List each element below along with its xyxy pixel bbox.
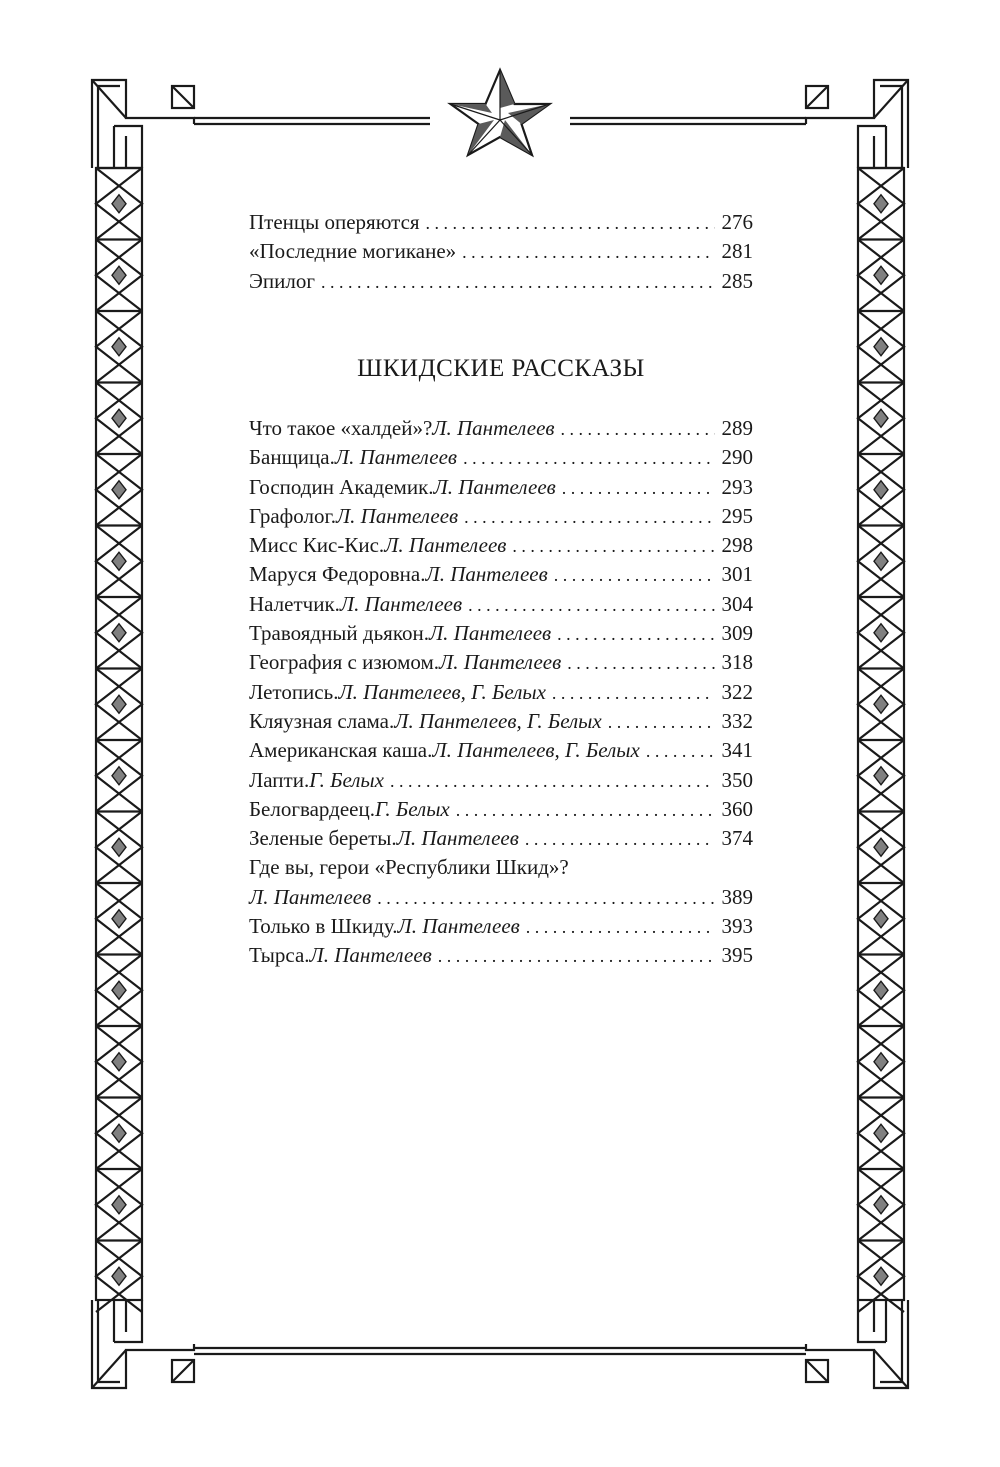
toc-page-number: 318 xyxy=(721,650,753,675)
toc-entry-title: Только в Шкиду. xyxy=(249,914,398,939)
frame-diamond-icon xyxy=(874,338,888,356)
toc-page-number: 309 xyxy=(721,621,753,646)
toc-entry[interactable] xyxy=(249,738,753,767)
toc-entry-author: Л. Пантелеев xyxy=(384,533,507,558)
toc-entry-title: Господин Академик. xyxy=(249,474,434,499)
toc-page-number: 389 xyxy=(721,884,753,909)
frame-diamond-icon xyxy=(874,409,888,427)
corner-ornament xyxy=(806,1344,874,1382)
toc-entry-author: Л. Пантелеев xyxy=(249,884,372,909)
frame-diamond-icon xyxy=(874,624,888,642)
corner-ornament xyxy=(806,86,874,124)
section-heading: ШКИДСКИЕ РАССКАЗЫ xyxy=(357,355,645,382)
frame-diamond-icon xyxy=(874,1267,888,1285)
toc-stories xyxy=(249,416,753,973)
frame-diamond-icon xyxy=(874,266,888,284)
toc-entry-title: «Последние могикане» xyxy=(249,239,457,264)
leader-dots xyxy=(567,653,715,674)
toc-entry-title: Банщица. xyxy=(249,445,335,470)
toc-entry-author: Л. Пантелеев xyxy=(397,914,520,939)
toc-page-number: 322 xyxy=(721,679,753,704)
leader-dots xyxy=(456,800,715,821)
frame-diamond-icon xyxy=(874,1124,888,1142)
red-star-icon xyxy=(430,70,570,155)
frame-diamond-icon xyxy=(874,838,888,856)
corner-square-diagonal xyxy=(806,1360,828,1382)
toc-entry-title: Лапти. xyxy=(249,767,310,792)
toc-page-number: 360 xyxy=(721,796,753,821)
toc-page-number: 301 xyxy=(721,562,753,587)
toc-entry-author: Л. Пантелеев xyxy=(309,943,432,968)
toc-entry-title: География с изюмом. xyxy=(249,650,439,675)
frame-diamond-icon xyxy=(112,1053,126,1071)
leader-dots xyxy=(526,917,715,938)
toc-entry-author: Л. Пантелеев xyxy=(439,650,562,675)
toc-entry-author: Л. Пантелеев xyxy=(335,503,459,528)
toc-entry-title: Мисс Кис-Кис. xyxy=(249,533,385,558)
toc-entry-author: Л. Пантелеев xyxy=(428,621,552,646)
toc-entry-author: Л. Пантелеев xyxy=(396,826,519,851)
toc-entry-title: Тырса. xyxy=(249,943,310,968)
toc-entry[interactable] xyxy=(249,826,753,855)
toc-entry-title: Птенцы оперяются xyxy=(249,210,420,234)
frame-diamond-icon xyxy=(112,624,126,642)
leader-dots xyxy=(525,829,715,850)
frame-diamond-icon xyxy=(112,266,126,284)
toc-entry[interactable] xyxy=(249,943,753,972)
toc-entry-author: Л. Пантелеев xyxy=(425,562,548,587)
toc-entry-author: Л. Пантелеев xyxy=(339,591,463,616)
frame-diamond-icon xyxy=(112,1196,126,1214)
frame-diamond-icon xyxy=(874,767,888,785)
toc-page-number: 395 xyxy=(721,943,753,968)
frame-diamond-icon xyxy=(874,1053,888,1071)
toc-entry[interactable] xyxy=(249,885,753,914)
frame-diamond-icon xyxy=(112,767,126,785)
toc-entry-author: Г. Белых xyxy=(309,767,384,792)
frame-diamond-icon xyxy=(112,981,126,999)
frame-diamond-icon xyxy=(112,1267,126,1285)
frame-diamond-icon xyxy=(874,981,888,999)
toc-entry-author: Л. Пантелеев xyxy=(432,416,555,440)
toc-entry-title: Налетчик. xyxy=(249,591,340,616)
corner-square-diagonal xyxy=(172,86,194,108)
toc-entry[interactable] xyxy=(249,621,753,650)
toc-entry-title: Маруся Федоровна. xyxy=(249,562,426,587)
toc-entry[interactable] xyxy=(249,416,753,445)
frame-diamond-icon xyxy=(112,552,126,570)
leader-dots xyxy=(463,448,715,469)
toc-entry-title: Зеленые береты. xyxy=(249,826,397,851)
leader-dots xyxy=(464,507,715,528)
corner-ornament xyxy=(114,126,142,168)
corner-square-diagonal xyxy=(806,86,828,108)
frame-diamond-icon xyxy=(112,195,126,213)
toc-entry-author: Л. Пантелеев, Г. Белых xyxy=(394,708,602,733)
toc-page-number: 393 xyxy=(721,914,753,939)
toc-entry[interactable] xyxy=(249,533,753,562)
toc-entry-title: Летопись. xyxy=(249,679,339,704)
frame-diamond-icon xyxy=(874,552,888,570)
toc-entry-author: Л. Пантелеев xyxy=(334,445,458,470)
toc-page-number: 374 xyxy=(721,826,753,851)
leader-dots xyxy=(608,712,715,733)
toc-entry-title: Что такое «халдей»? xyxy=(249,416,433,440)
leader-dots xyxy=(562,478,715,499)
frame-diamond-icon xyxy=(112,695,126,713)
leader-dots xyxy=(554,565,715,586)
frame-diamond-icon xyxy=(874,1196,888,1214)
toc-entry[interactable] xyxy=(249,475,753,504)
toc-page-number: 281 xyxy=(721,239,753,264)
toc-entry[interactable] xyxy=(249,797,753,826)
frame-diamond-icon xyxy=(874,481,888,499)
frame-diamond-icon xyxy=(112,838,126,856)
toc-entry[interactable] xyxy=(249,445,753,474)
toc-entry[interactable] xyxy=(249,504,753,533)
corner-ornament xyxy=(126,1344,194,1382)
corner-ornament xyxy=(858,126,886,168)
toc-entry-title: Белогвардеец. xyxy=(249,796,375,821)
leader-dots xyxy=(321,272,715,293)
toc-entry[interactable] xyxy=(249,592,753,621)
toc-page-number: 298 xyxy=(721,533,753,558)
frame-diamond-icon xyxy=(112,1124,126,1142)
toc-entry[interactable] xyxy=(249,680,753,709)
toc-entry-author: Л. Пантелеев xyxy=(433,474,556,499)
toc-entry[interactable] xyxy=(249,562,753,591)
leader-dots xyxy=(512,536,715,557)
toc-page-number: 304 xyxy=(721,591,753,616)
toc-page-number: 350 xyxy=(721,767,753,792)
toc-entry[interactable] xyxy=(249,269,753,298)
toc-entry-title: Где вы, герои «Республики Шкид»? xyxy=(249,855,569,880)
toc-part-one xyxy=(249,210,753,298)
toc-entry[interactable] xyxy=(249,210,753,239)
toc-page-number: 289 xyxy=(721,416,753,440)
leader-dots xyxy=(646,741,715,762)
toc-page-number: 295 xyxy=(721,503,753,528)
frame-diamond-icon xyxy=(874,195,888,213)
toc-entry[interactable] xyxy=(249,914,753,943)
corner-ornament xyxy=(126,86,194,124)
leader-dots xyxy=(468,595,715,616)
toc-entry[interactable] xyxy=(249,768,753,797)
toc-entry-title: Травоядный дьякон. xyxy=(249,621,429,646)
frame-diamond-icon xyxy=(112,409,126,427)
toc-page-number: 341 xyxy=(721,738,753,763)
leader-dots xyxy=(557,624,715,645)
leader-dots xyxy=(390,771,715,792)
toc-entry[interactable] xyxy=(249,239,753,268)
toc-page-number: 285 xyxy=(721,268,753,293)
frame-bottom-rule xyxy=(194,1348,806,1354)
frame-diamond-icon xyxy=(874,695,888,713)
frame-diamond-icon xyxy=(112,338,126,356)
leader-dots xyxy=(438,946,715,967)
leader-dots xyxy=(552,683,715,704)
toc-page-number: 293 xyxy=(721,474,753,499)
frame-diamond-icon xyxy=(112,910,126,928)
frame-diamond-icon xyxy=(112,481,126,499)
toc-entry-title: Эпилог xyxy=(249,268,315,293)
corner-ornament xyxy=(858,1300,886,1342)
leader-dots xyxy=(377,888,715,909)
toc-entry[interactable] xyxy=(249,650,753,679)
toc-entry-title: Графолог. xyxy=(249,503,336,528)
corner-ornament xyxy=(114,1300,142,1342)
toc-entry-author: Г. Белых xyxy=(374,796,450,821)
leader-dots xyxy=(462,242,715,263)
toc-page-number: 290 xyxy=(721,445,753,470)
leader-dots xyxy=(426,213,715,234)
toc-entry-title: Американская каша. xyxy=(249,738,433,763)
leader-dots xyxy=(561,419,715,440)
frame-diamond-icon xyxy=(874,910,888,928)
toc-entry-author: Л. Пантелеев, Г. Белых xyxy=(432,738,640,763)
toc-page-number: 276 xyxy=(721,210,753,234)
corner-square-diagonal xyxy=(172,1360,194,1382)
toc-page-number: 332 xyxy=(721,708,753,733)
toc-entry-title: Кляузная слама. xyxy=(249,708,395,733)
toc-entry-heading-line[interactable] xyxy=(249,855,753,884)
toc-entry[interactable] xyxy=(249,709,753,738)
toc-entry-author: Л. Пантелеев, Г. Белых xyxy=(338,679,546,704)
